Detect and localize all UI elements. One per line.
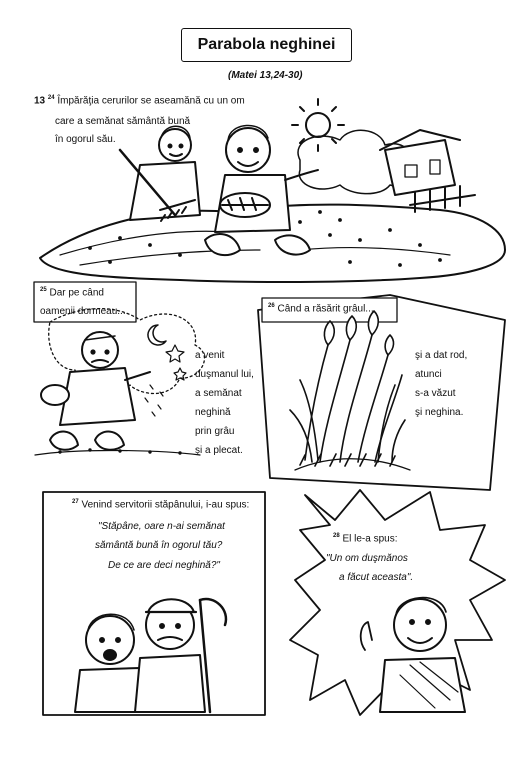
- scripture-reference: (Matei 13,24-30): [228, 70, 303, 81]
- verse-25-line: prin grâu: [195, 426, 235, 437]
- verse-27-quote-line: sământă bună în ogorul tău?: [95, 540, 223, 551]
- verse-24-line: care a semănat sământă bună: [55, 116, 191, 127]
- verse-27-intro: $^{27}$ Venind servitorii stăpânului, i-au spus:: [72, 499, 250, 511]
- verse-25-line: a venit: [195, 350, 225, 361]
- enemy-sowing-illustration: [35, 309, 204, 455]
- verse-26-line: şi a dat rod,: [415, 350, 468, 361]
- verse-25-line: neghină: [195, 407, 231, 418]
- verse-number: 24: [47, 95, 55, 101]
- verse-number: 28: [333, 533, 340, 539]
- verse-24-text: [34, 95, 245, 108]
- verse-26-line: s-a văzut: [415, 388, 456, 399]
- verse-25-caption-line: $^{25}$ Dar pe când: [40, 287, 104, 299]
- master-illustration: [361, 598, 465, 712]
- verse-27-quote-line: "Stăpâne, oare n-ai semănat: [98, 521, 225, 532]
- verse-number: 27: [72, 499, 79, 505]
- verse-28-intro: $^{28}$ El le-a spus:: [333, 533, 398, 545]
- verse-number: 26: [268, 303, 275, 309]
- panel-verse-26: [258, 295, 505, 490]
- verse-24-line: în ogorul său.: [55, 134, 116, 145]
- house-illustration: [298, 130, 475, 212]
- verse-26-line: atunci: [415, 369, 442, 380]
- sun-icon: [292, 99, 344, 151]
- verse-26-caption: $^{26}$ Când a răsărit grâul...: [268, 303, 374, 315]
- verse-24-line: Împărăţia cerurilor se aseamănă cu un om: [57, 95, 245, 107]
- chapter-number: 13: [34, 95, 46, 107]
- verse-28-quote-line: "Un om duşmănos: [326, 553, 408, 564]
- servants-illustration: [75, 599, 226, 712]
- verse-25-line: a semănat: [195, 388, 242, 399]
- verse-25-line: duşmanul lui,: [195, 369, 254, 380]
- farmer-with-rake-illustration: [120, 126, 200, 221]
- verse-27-quote-line: De ce are deci neghină?": [108, 560, 220, 571]
- verse-28-quote-line: a făcut aceasta".: [339, 572, 414, 583]
- verse-26-line: şi neghina.: [415, 407, 464, 418]
- verse-25-caption-line: oamenii dormeau...: [40, 306, 126, 317]
- verse-number: 25: [40, 287, 47, 293]
- verse-25-line: şi a plecat.: [195, 445, 243, 456]
- page-title: Parabola neghinei: [181, 28, 352, 62]
